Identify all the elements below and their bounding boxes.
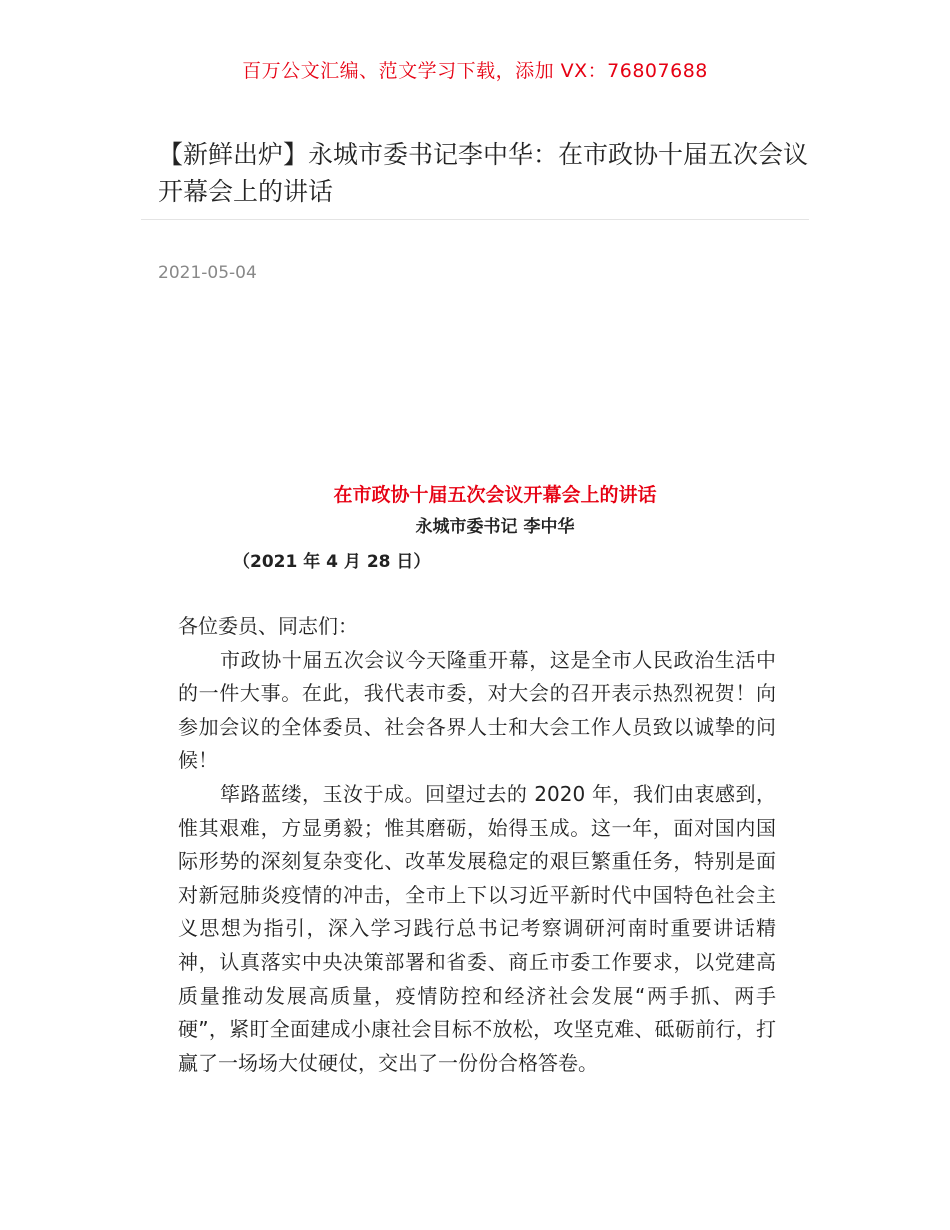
promo-banner: 百万公文汇编、范文学习下载，添加 VX：76807688 [242,60,708,82]
article-title: 【新鲜出炉】永城市委书记李中华：在市政协十届五次会议开幕会上的讲话 [158,140,809,206]
salutation: 各位委员、同志们： [178,614,358,638]
title-divider [141,219,809,220]
paragraph: 市政协十届五次会议今天隆重开幕，这是全市人民政治生活中的一件大事。在此，我代表市委，对大会的召开表示热烈祝贺！向参加会议的全体委员、社会各界人士和大会工作人员致以诚挚的问候！ [178,647,776,773]
publish-date: 2021-05-04 [158,263,257,283]
speech-title: 在市政协十届五次会议开幕会上的讲话 [333,484,657,506]
speech-date: （2021 年 4 月 28 日） [233,552,431,572]
speech-speaker: 永城市委书记 李中华 [415,517,575,537]
paragraph: 筚路蓝缕，玉汝于成。回望过去的 2020 年，我们由衷感到，惟其艰难，方显勇毅；惟其磨砺，始得玉成。这一年，面对国内国际形势的深刻复杂变化、改革发展稳定的艰巨繁重任务，特别是面对新冠肺炎疫情的冲击，全市上下以习近平新时代中国特色社会主义思想为指引，深入学习践行总书记考察调研河南时重要讲话精神，认真落实中央决策部署和省委、商丘市委工作要求，以党建高质量推动发展高质量，疫情防控和经济社会发展“两手抓、两手硬”，紧盯全面建成小康社会目标不放松，攻坚克难、砥砺前行，打赢了一场场大仗硬仗，交出了一份份合格答卷。 [178,781,776,1075]
speech-body [178,610,776,1080]
